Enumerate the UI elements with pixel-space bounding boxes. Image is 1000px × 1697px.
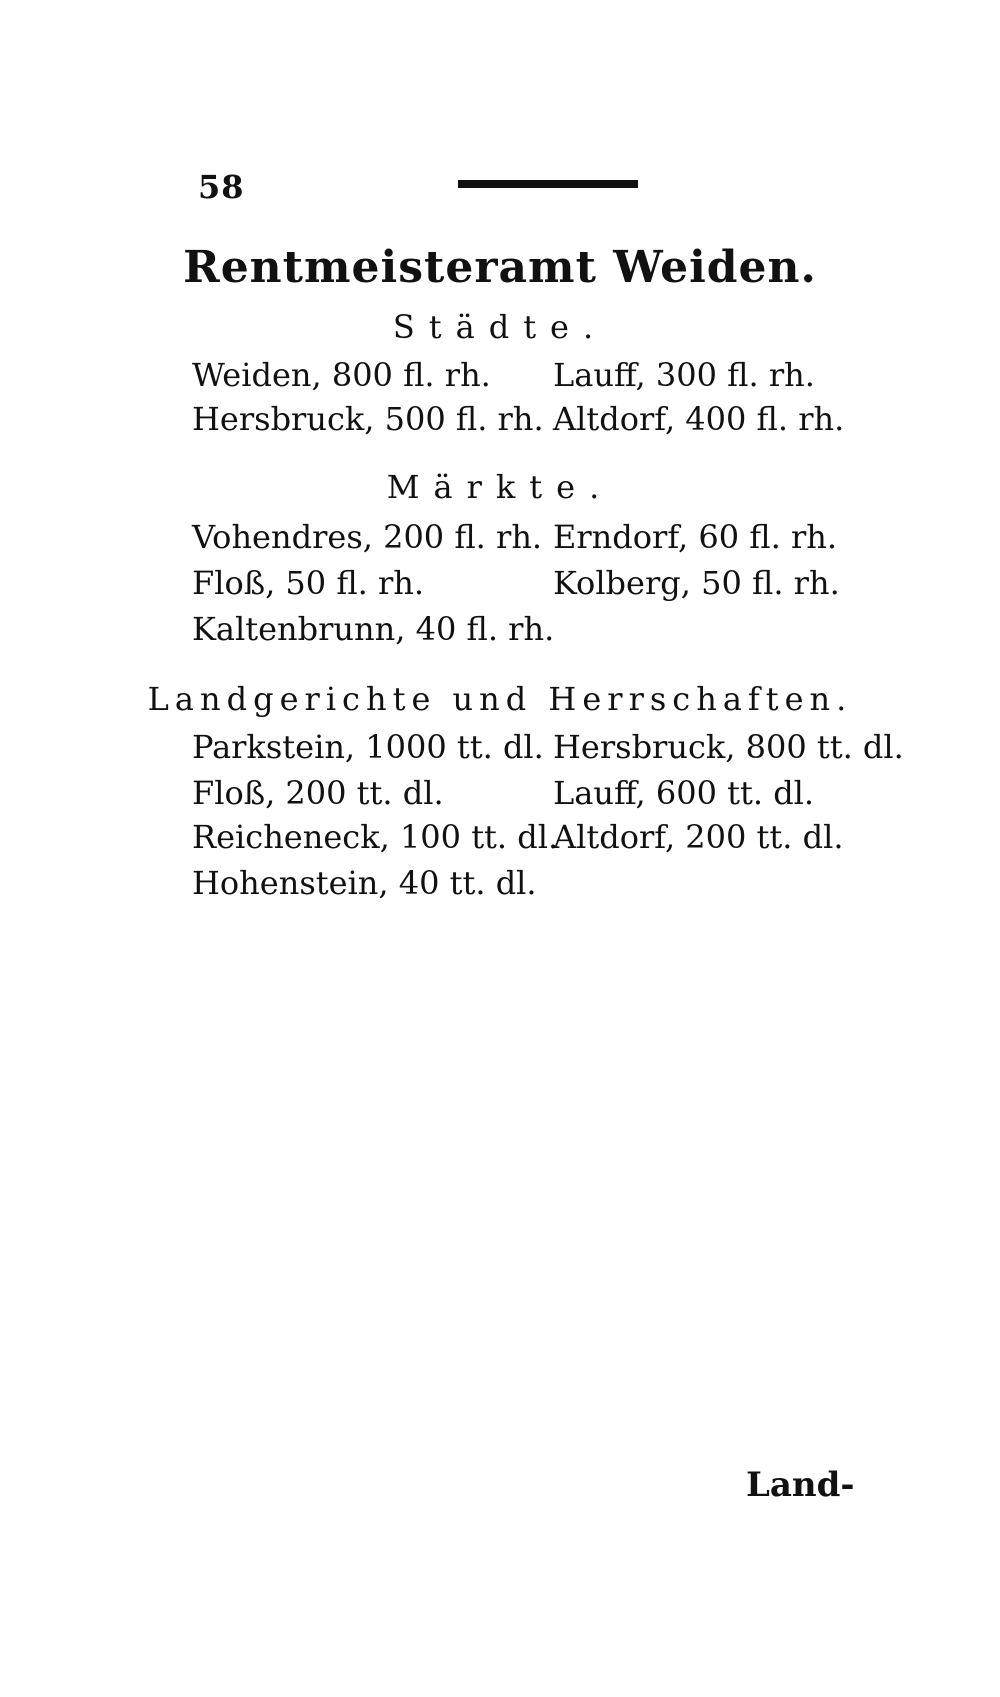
catch-word: Land-: [746, 1465, 855, 1505]
list-item: Parkstein, 1000 tt. dl.: [192, 728, 544, 766]
list-item: Lauff, 300 fl. rh.: [553, 356, 815, 394]
page-title: Rentmeisteramt Weiden.: [183, 242, 817, 293]
list-item: Altdorf, 200 tt. dl.: [553, 818, 844, 856]
list-item: Kolberg, 50 fl. rh.: [553, 564, 840, 602]
list-item: Floß, 200 tt. dl.: [192, 774, 444, 812]
list-item: Weiden, 800 fl. rh.: [192, 356, 491, 394]
list-item: Hersbruck, 800 tt. dl.: [553, 728, 904, 766]
list-item: Floß, 50 fl. rh.: [192, 564, 425, 602]
section-heading-staedte: Städte.: [392, 308, 608, 346]
section-heading-landgerichte: Landgerichte und Herrschaften.: [147, 680, 853, 718]
list-item: Kaltenbrunn, 40 fl. rh.: [192, 610, 555, 648]
list-item: Altdorf, 400 fl. rh.: [553, 400, 845, 438]
list-item: Reicheneck, 100 tt. dl.: [192, 818, 559, 856]
list-item: Vohendres, 200 fl. rh.: [192, 518, 543, 556]
list-item: Hersbruck, 500 fl. rh.: [192, 400, 544, 438]
page-number: 58: [198, 168, 245, 206]
list-item: Lauff, 600 tt. dl.: [553, 774, 815, 812]
section-heading-maerkte: Märkte.: [386, 468, 614, 506]
list-item: Hohenstein, 40 tt. dl.: [192, 864, 537, 902]
list-item: Erndorf, 60 fl. rh.: [553, 518, 838, 556]
header-rule: [458, 180, 638, 188]
